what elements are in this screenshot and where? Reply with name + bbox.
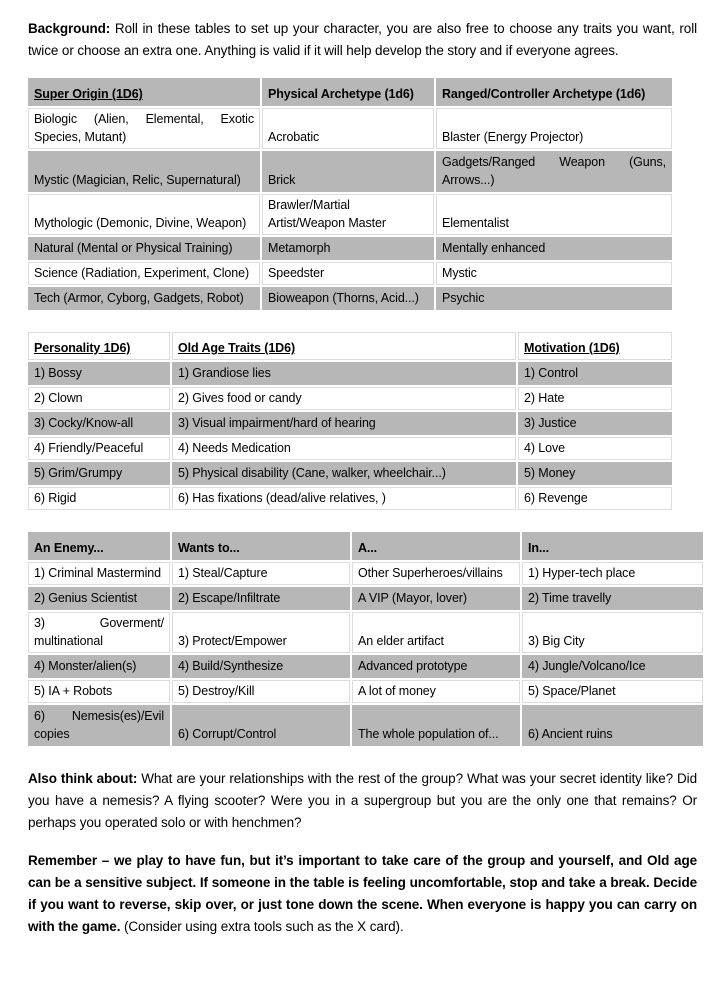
table-header-row [28, 78, 672, 106]
personality-old-age-table [26, 330, 674, 512]
table-row [28, 237, 672, 260]
table-row [28, 412, 672, 435]
table-cell: 6) Nemesis(es)/Evil copies [28, 705, 170, 746]
table-cell: 3) Protect/Empower [172, 612, 350, 653]
background-paragraph [28, 18, 697, 62]
table-cell: 6) Revenge [518, 487, 672, 510]
table-cell: 4) Monster/alien(s) [28, 655, 170, 678]
table-cell: 5) Money [518, 462, 672, 485]
table-header-row [28, 532, 703, 560]
table-cell: Bioweapon (Thorns, Acid...) [262, 287, 434, 310]
enemy-table [26, 530, 705, 748]
table-cell: 1) Criminal Mastermind [28, 562, 170, 585]
table-cell: 6) Rigid [28, 487, 170, 510]
table-cell: 3) Big City [522, 612, 703, 653]
table-cell: Psychic [436, 287, 672, 310]
table-cell: 4) Love [518, 437, 672, 460]
also-think-lead: Also think about: [28, 771, 138, 786]
table-cell: Tech (Armor, Cyborg, Gadgets, Robot) [28, 287, 260, 310]
table-row [28, 462, 672, 485]
table-cell: Mentally enhanced [436, 237, 672, 260]
table-cell: The whole population of... [352, 705, 520, 746]
table-cell: 1) Grandiose lies [172, 362, 516, 385]
table-header-row [28, 332, 672, 360]
table-cell: 1) Bossy [28, 362, 170, 385]
remember-normal-text: (Consider using extra tools such as the X card). [124, 919, 404, 934]
table-cell: Biologic (Alien, Elemental, Exotic Species, Mutant) [28, 108, 260, 149]
table-row [28, 705, 703, 746]
table-cell: 4) Build/Synthesize [172, 655, 350, 678]
table-cell: Blaster (Energy Projector) [436, 108, 672, 149]
header-cell: A... [352, 532, 520, 560]
table-cell: 4) Needs Medication [172, 437, 516, 460]
table-cell: 2) Hate [518, 387, 672, 410]
background-lead: Background: [28, 21, 111, 36]
header-cell: Wants to... [172, 532, 350, 560]
table-cell: A VIP (Mayor, lover) [352, 587, 520, 610]
table-cell: 1) Control [518, 362, 672, 385]
table-cell: 1) Hyper-tech place [522, 562, 703, 585]
table-cell: 5) Grim/Grumpy [28, 462, 170, 485]
table-row [28, 612, 703, 653]
table-cell: 3) Goverment/​multinational [28, 612, 170, 653]
table-cell: 5) Destroy/Kill [172, 680, 350, 703]
table-cell: Mythologic (Demonic, Divine, Weapon) [28, 194, 260, 235]
table-cell: 6) Has fixations (dead/alive relatives, ) [172, 487, 516, 510]
table-cell: Brick [262, 151, 434, 192]
also-think-paragraph [28, 768, 697, 834]
table-cell: 2) Genius Scientist [28, 587, 170, 610]
table-row [28, 108, 672, 149]
table-row [28, 487, 672, 510]
table-cell: 5) Space/Planet [522, 680, 703, 703]
table-cell: 6) Corrupt/Control [172, 705, 350, 746]
header-cell: Physical Archetype (1d6) [262, 78, 434, 106]
table-cell: 4) Jungle/Volcano/Ice [522, 655, 703, 678]
also-think-text: What are your relationships with the rest of the group? What was your secret identity like? Did you have a nemesis? A flying scooter? Were you in a supergroup but you are the only one that remains? Or perhaps you operated solo or with henchmen? [28, 771, 697, 830]
table-row [28, 655, 703, 678]
table-cell: 3) Visual impairment/hard of hearing [172, 412, 516, 435]
table-cell: Science (Radiation, Experiment, Clone) [28, 262, 260, 285]
remember-paragraph [28, 850, 697, 938]
table-cell: 2) Escape/Infiltrate [172, 587, 350, 610]
table-cell: 2) Time travelly [522, 587, 703, 610]
super-origin-table [26, 76, 674, 312]
table-cell: 5) IA + Robots [28, 680, 170, 703]
table-cell: 5) Physical disability (Cane, walker, wheelchair...) [172, 462, 516, 485]
table-cell: 2) Gives food or candy [172, 387, 516, 410]
table-cell: 3) Justice [518, 412, 672, 435]
table-row [28, 587, 703, 610]
header-cell: An Enemy... [28, 532, 170, 560]
background-text: Roll in these tables to set up your character, you are also free to choose any traits you want, roll twice or choose an extra one. Anything is valid if it will help develop the story and if everyone agrees. [28, 21, 697, 58]
table-cell: Advanced prototype [352, 655, 520, 678]
table-row [28, 194, 672, 235]
table-row [28, 680, 703, 703]
table-cell: Elementalist [436, 194, 672, 235]
table-row [28, 151, 672, 192]
table-cell: Other Superheroes/villains [352, 562, 520, 585]
table-row [28, 562, 703, 585]
table-cell: Mystic (Magician, Relic, Supernatural) [28, 151, 260, 192]
table-cell: 1) Steal/Capture [172, 562, 350, 585]
table-cell: 3) Cocky/Know-all [28, 412, 170, 435]
table-cell: 6) Ancient ruins [522, 705, 703, 746]
table-row [28, 362, 672, 385]
table-cell: Mystic [436, 262, 672, 285]
table-cell: Brawler/Martial Artist/Weapon Master [262, 194, 434, 235]
table-row [28, 287, 672, 310]
table-cell: A lot of money [352, 680, 520, 703]
table-row [28, 262, 672, 285]
table-cell: Natural (Mental or Physical Training) [28, 237, 260, 260]
header-cell: Personality 1D6) [28, 332, 170, 360]
header-cell: Super Origin (1D6) [28, 78, 260, 106]
header-cell: Ranged/Controller Archetype (1d6) [436, 78, 672, 106]
header-cell: In... [522, 532, 703, 560]
table-cell: 2) Clown [28, 387, 170, 410]
table-cell: 4) Friendly/Peaceful [28, 437, 170, 460]
table-row [28, 387, 672, 410]
remember-bold-text: Remember – we play to have fun, but it’s important to take care of the group and yourself, and Old age can be a sensitive subject. If someone in the table is feeling uncomfortable, stop and take a break. Decide if you want to reverse, skip over, or just tone down the scene. When everyone is happy you can carry on with the game. [28, 853, 697, 934]
table-cell: Acrobatic [262, 108, 434, 149]
table-cell: An elder artifact [352, 612, 520, 653]
table-row [28, 437, 672, 460]
table-cell: Gadgets/Ranged Weapon (Guns, Arrows...) [436, 151, 672, 192]
header-cell: Motivation (1D6) [518, 332, 672, 360]
table-cell: Speedster [262, 262, 434, 285]
table-cell: Metamorph [262, 237, 434, 260]
header-cell: Old Age Traits (1D6) [172, 332, 516, 360]
